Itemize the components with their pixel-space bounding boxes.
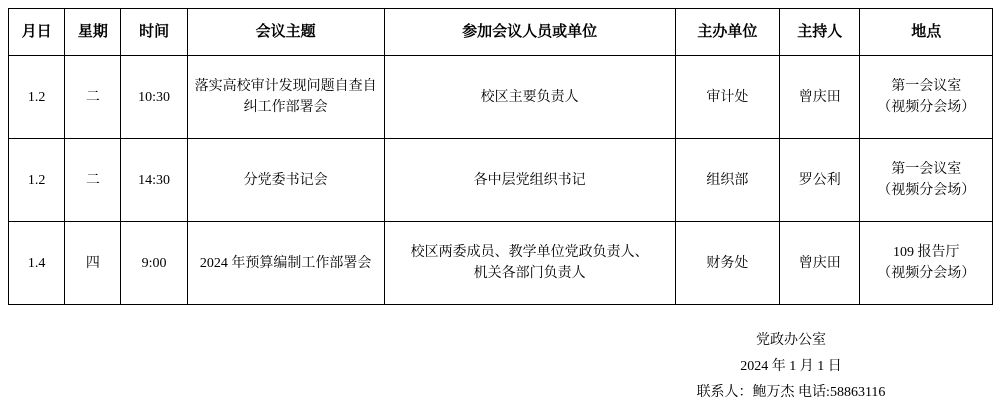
footer-date: 2024 年 1 月 1 日 xyxy=(740,359,842,375)
cell-chair: 曾庆田 xyxy=(780,222,860,305)
cell-date: 1.4 xyxy=(9,222,65,305)
cell-participants-line2: 机关各部门负责人 xyxy=(473,266,586,281)
cell-topic xyxy=(187,56,384,139)
cell-organizer: 审计处 xyxy=(675,56,779,139)
table-row xyxy=(9,222,993,305)
cell-time: 9:00 xyxy=(121,222,187,305)
column-header-chair: 主持人 xyxy=(780,9,860,56)
cell-location-line2: （视频分会场） xyxy=(877,266,976,281)
table-row xyxy=(9,139,993,222)
cell-participants xyxy=(384,139,675,222)
cell-weekday: 二 xyxy=(65,56,121,139)
cell-date: 1.2 xyxy=(9,56,65,139)
cell-participants xyxy=(384,222,675,305)
cell-weekday: 四 xyxy=(65,222,121,305)
cell-topic-line1: 2024 年预算编制工作部署会 xyxy=(199,255,372,271)
cell-participants-line1: 各中层党组织书记 xyxy=(473,172,586,188)
document-page xyxy=(0,8,1001,412)
column-header-weekday: 星期 xyxy=(65,9,121,56)
cell-time: 14:30 xyxy=(121,139,187,222)
column-header-topic: 会议主题 xyxy=(187,9,384,56)
table-header-row xyxy=(9,9,993,56)
cell-topic xyxy=(187,222,384,305)
cell-location xyxy=(860,222,993,305)
cell-location xyxy=(860,139,993,222)
column-header-participants: 参加会议人员或单位 xyxy=(384,9,675,56)
cell-location-line2: （视频分会场） xyxy=(877,100,976,115)
cell-participants-line1: 校区两委成员、教学单位党政负责人、 xyxy=(410,245,649,260)
footer-contact: 联系人：鲍万杰 电话:58863116 xyxy=(696,385,886,401)
cell-chair: 曾庆田 xyxy=(780,56,860,139)
cell-organizer: 财务处 xyxy=(675,222,779,305)
meeting-schedule-table xyxy=(8,8,993,305)
cell-topic-line1: 分党委书记会 xyxy=(243,172,328,188)
column-header-location: 地点 xyxy=(860,9,993,56)
cell-participants xyxy=(384,56,675,139)
cell-time: 10:30 xyxy=(121,56,187,139)
footer-department: 党政办公室 xyxy=(756,333,826,349)
cell-location xyxy=(860,56,993,139)
document-footer xyxy=(601,328,981,406)
table-row xyxy=(9,56,993,139)
cell-topic xyxy=(187,139,384,222)
cell-organizer: 组织部 xyxy=(675,139,779,222)
cell-location-line1: 第一会议室 xyxy=(891,79,962,94)
column-header-date: 月日 xyxy=(9,9,65,56)
cell-location-line1: 第一会议室 xyxy=(891,162,962,177)
column-header-organizer: 主办单位 xyxy=(675,9,779,56)
cell-topic-line1: 落实高校审计发现问题自查自 xyxy=(194,79,377,94)
cell-chair: 罗公利 xyxy=(780,139,860,222)
cell-participants-line1: 校区主要负责人 xyxy=(480,89,579,105)
cell-date: 1.2 xyxy=(9,139,65,222)
cell-location-line1: 109 报告厅 xyxy=(892,245,960,260)
cell-weekday: 二 xyxy=(65,139,121,222)
cell-location-line2: （视频分会场） xyxy=(877,183,976,198)
cell-topic-line2: 纠工作部署会 xyxy=(243,100,328,115)
column-header-time: 时间 xyxy=(121,9,187,56)
